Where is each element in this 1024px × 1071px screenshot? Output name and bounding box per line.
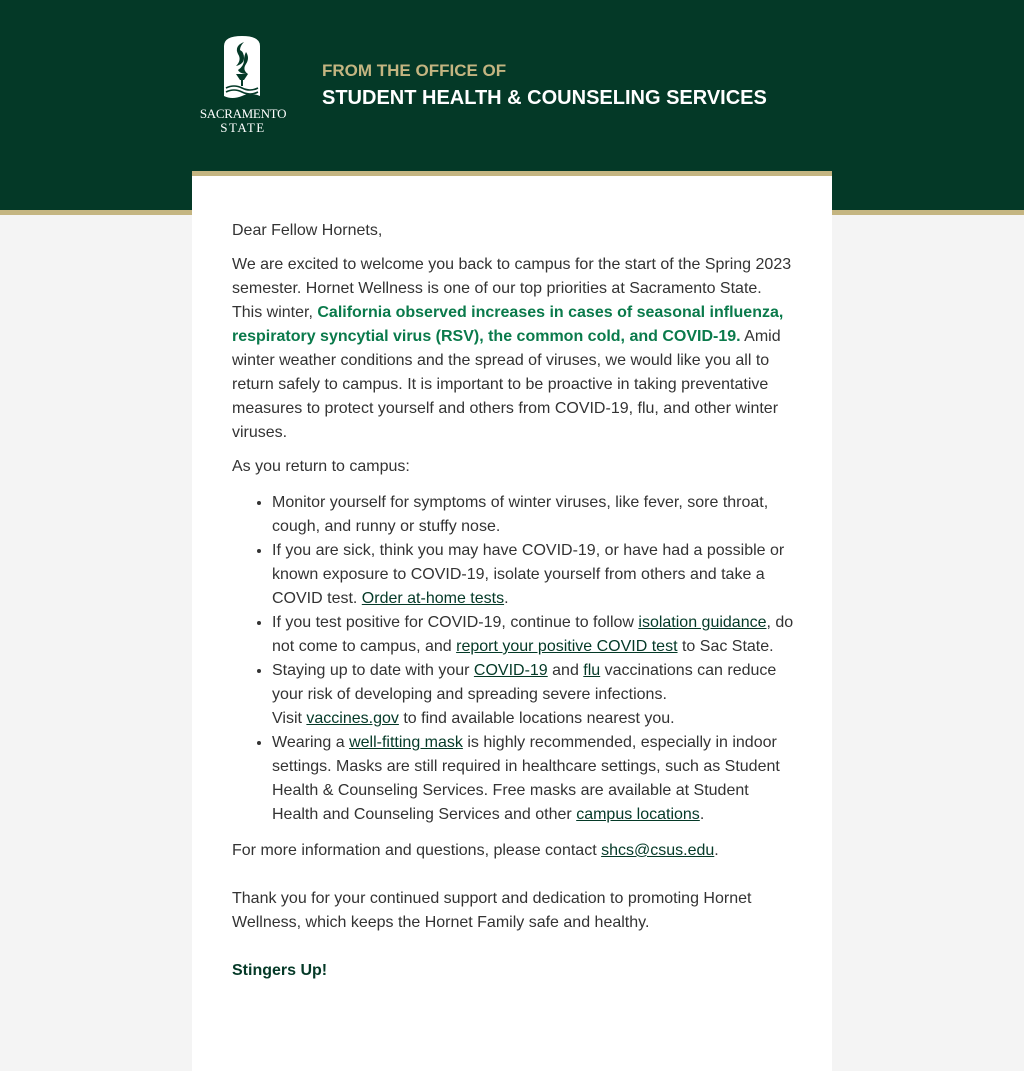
guidance-list (232, 491, 796, 827)
intro-text-2: Amid winter weather conditions and the spread of viruses, we would like you all to return safely to campus. It is important to be proactive in taking preventative measures to protect yourself and others from COVID-19, flu, and other winter viruses. (232, 328, 781, 441)
list-item (272, 539, 796, 611)
well-fitting-mask-link[interactable]: well-fitting mask (349, 734, 463, 751)
contact-text: . (714, 842, 719, 859)
contact-text: For more information and questions, please contact (232, 842, 602, 859)
list-item-text: and (547, 662, 584, 679)
order-tests-link[interactable]: Order at-home tests (361, 590, 505, 607)
list-item (272, 611, 796, 659)
intro-paragraph (232, 253, 796, 445)
isolation-guidance-link[interactable]: isolation guidance (638, 614, 767, 631)
contact-paragraph (232, 839, 796, 863)
greeting: Dear Fellow Hornets, (232, 222, 383, 239)
list-item-text: . (504, 590, 509, 607)
contact-email-link[interactable]: shcs@csus.edu (601, 842, 715, 859)
header-kicker: FROM THE OFFICE OF (322, 61, 507, 80)
report-positive-test-link[interactable]: report your positive COVID test (456, 638, 678, 655)
sacramento-state-logo[interactable] (194, 36, 292, 136)
email-card (192, 171, 832, 1071)
list-item-text: Staying up to date with your (272, 662, 474, 679)
flu-vaccine-link[interactable]: flu (583, 662, 601, 679)
campus-locations-link[interactable]: campus locations (576, 806, 700, 823)
list-item-text: . (699, 806, 705, 823)
list-item-text: Wearing a (272, 734, 350, 751)
list-item-text: If you are sick, think you may have COVID-19, or have had a possible or known exposure to COVID-19, isolate yourself from others and take a COVID test. (272, 542, 785, 607)
list-item (272, 731, 796, 827)
logo-wordmark-line1: SACRAMENTO (199, 106, 287, 121)
vaccines-gov-link[interactable]: vaccines.gov (306, 710, 399, 727)
email-body (232, 219, 796, 993)
intro-highlight: California observed increases in cases of seasonal influenza, respiratory syncytial virus (RSV), the common cold, and COVID-19. (232, 304, 784, 345)
header-title: STUDENT HEALTH & COUNSELING SERVICES (322, 87, 767, 109)
list-item-text: Monitor yourself for symptoms of winter viruses, like fever, sore throat, cough, and runny or stuffy nose. (272, 494, 769, 535)
list-item-text: Visit (272, 710, 307, 727)
list-item-text: vaccinations can reduce your risk of developing and spreading severe infections. (272, 662, 777, 703)
list-intro: As you return to campus: (232, 458, 410, 475)
torch-flame-icon (220, 36, 264, 104)
thanks-paragraph: Thank you for your continued support and dedication to promoting Hornet Wellness, which keeps the Hornet Family safe and healthy. (232, 890, 752, 931)
list-item-text: to find available locations nearest you. (398, 710, 675, 727)
list-item-text: to Sac State. (677, 638, 774, 655)
list-item-text: , do not come to campus, and (272, 614, 794, 655)
signoff: Stingers Up! (232, 962, 328, 979)
logo-wordmark-line2: STATE (220, 120, 266, 135)
list-item (272, 659, 796, 731)
intro-text-1: We are excited to welcome you back to campus for the start of the Spring 2023 semester. Hornet Wellness is one of our top priorities at Sacramento State. This winter, (232, 256, 792, 321)
list-item (272, 491, 796, 539)
list-item-text: is highly recommended, especially in indoor settings. Masks are still required in healthcare settings, such as Student Health & Counseling Services. Free masks are available at Student Health and Counseling Services and other (272, 734, 780, 823)
list-item-text: If you test positive for COVID-19, continue to follow (272, 614, 639, 631)
covid-vaccine-link[interactable]: COVID-19 (473, 662, 548, 679)
